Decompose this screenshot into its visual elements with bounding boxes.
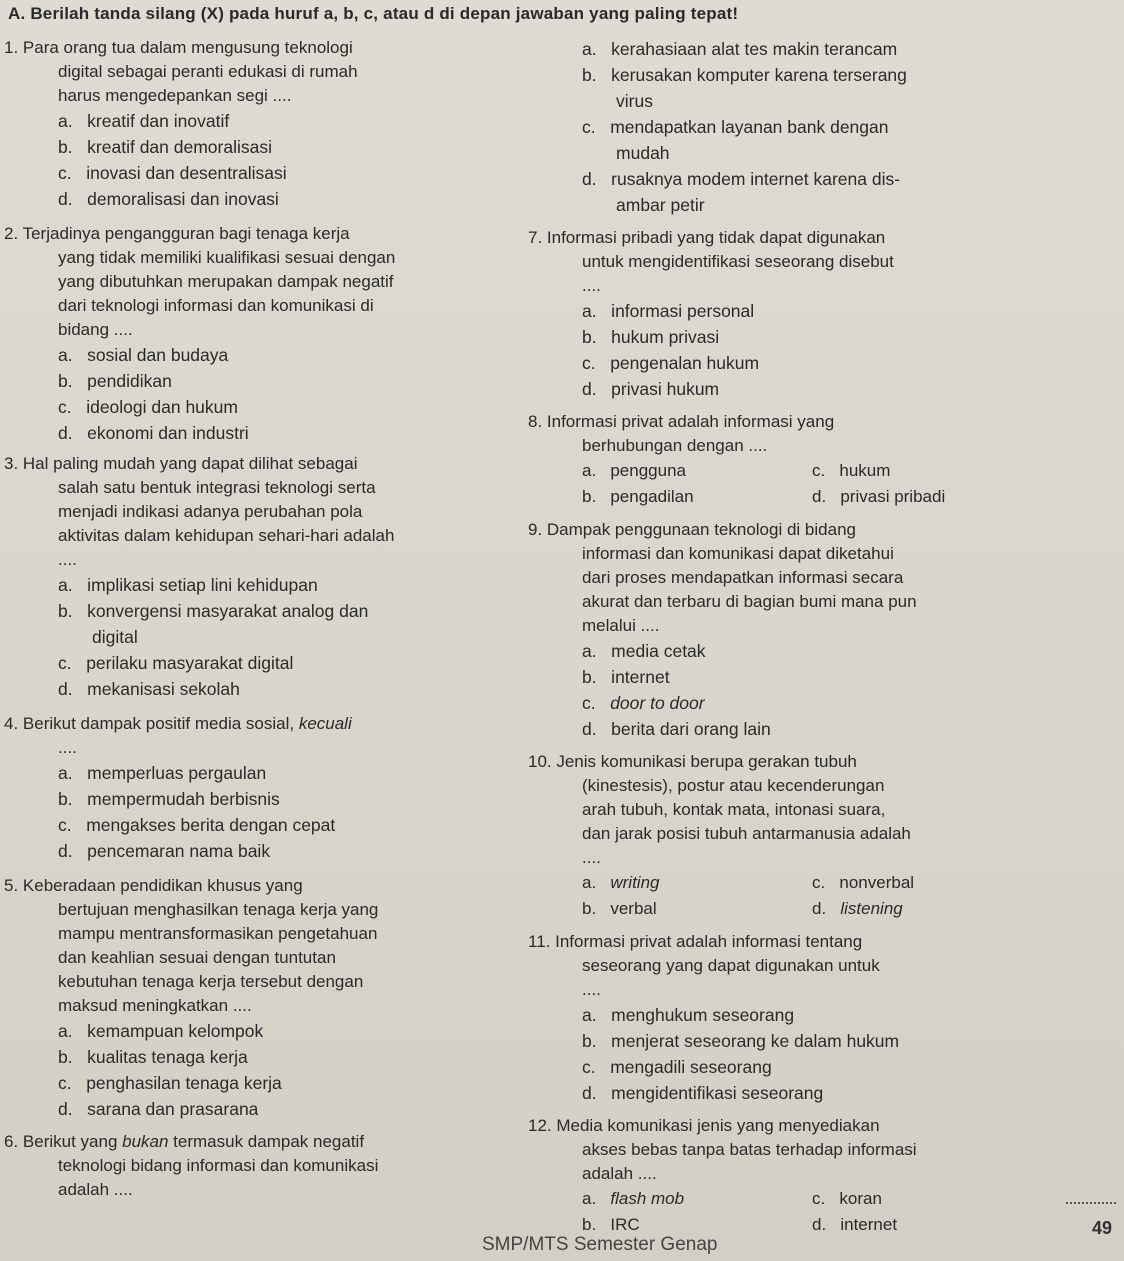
answer-option[interactable]: c. mengadili seseorang xyxy=(582,1057,772,1077)
answer-option[interactable]: d. listening xyxy=(812,899,903,918)
question-text: 10. Jenis komunikasi berupa gerakan tubuh xyxy=(528,752,857,771)
answer-option[interactable]: d. privasi hukum xyxy=(582,379,720,399)
answer-option-row xyxy=(528,484,1118,510)
answer-option-row xyxy=(528,896,1118,922)
answer-option[interactable]: a. kerahasiaan alat tes makin terancam xyxy=(582,39,898,59)
question-text-continued: .... xyxy=(582,276,601,295)
question-text-continued: aktivitas dalam kehidupan sehari-hari adalah xyxy=(58,526,395,545)
question-text-continued: digital sebagai peranti edukasi di rumah xyxy=(58,62,358,81)
answer-option[interactable]: a. pengguna xyxy=(582,461,686,480)
question-text-continued: arah tubuh, kontak mata, intonasi suara, xyxy=(582,800,886,819)
question-text: 8. Informasi privat adalah informasi yang xyxy=(528,412,835,431)
answer-option[interactable]: a. kemampuan kelompok xyxy=(58,1021,264,1041)
answer-option[interactable]: b. menjerat seseorang ke dalam hukum xyxy=(582,1031,900,1051)
right-column xyxy=(528,36,1118,1238)
question-text-continued: dan jarak posisi tubuh antarmanusia adalah xyxy=(582,824,911,843)
question-block xyxy=(528,930,1118,1106)
question-text-continued: dan keahlian sesuai dengan tuntutan xyxy=(58,948,336,967)
answer-option[interactable]: a. implikasi setiap lini kehidupan xyxy=(58,575,318,595)
question-text-continued: berhubungan dengan .... xyxy=(582,436,768,455)
question-block xyxy=(4,874,528,1122)
question-text: 11. Informasi privat adalah informasi tentang xyxy=(528,932,863,951)
answer-option[interactable]: a. kreatif dan inovatif xyxy=(58,111,230,131)
answer-option[interactable]: c. perilaku masyarakat digital xyxy=(58,653,294,673)
question-text-continued: seseorang yang dapat digunakan untuk xyxy=(582,956,880,975)
question-text: 2. Terjadinya pengangguran bagi tenaga kerja xyxy=(4,224,350,243)
question-text: 4. Berikut dampak positif media sosial, kecuali xyxy=(4,714,352,733)
footer-text: SMP/MTS Semester Genap xyxy=(482,1234,718,1255)
question-text-continued: yang dibutuhkan merupakan dampak negatif xyxy=(58,272,394,291)
question-text: 6. Berikut yang bukan termasuk dampak negatif xyxy=(4,1132,365,1151)
question-text-continued: kebutuhan tenaga kerja tersebut dengan xyxy=(58,972,364,991)
page-number: 49 xyxy=(1092,1218,1113,1238)
answer-option[interactable]: a. flash mob xyxy=(582,1189,685,1208)
question-text-continued: bidang .... xyxy=(58,320,133,339)
answer-option[interactable]: b. mempermudah berbisnis xyxy=(58,789,280,809)
answer-option[interactable]: a. writing xyxy=(582,873,660,892)
answer-option[interactable]: c. door to door xyxy=(582,693,705,713)
question-text-continued: yang tidak memiliki kualifikasi sesuai dengan xyxy=(58,248,396,267)
answer-option[interactable]: d. internet xyxy=(812,1215,898,1234)
question-text-continued: harus mengedepankan segi .... xyxy=(58,86,292,105)
question-text-continued: informasi dan komunikasi dapat diketahui xyxy=(582,544,894,563)
question-block xyxy=(4,712,528,864)
question-text-continued: dari teknologi informasi dan komunikasi di xyxy=(58,296,374,315)
answer-option[interactable]: b. kerusakan komputer karena terserang xyxy=(582,65,907,85)
question-block xyxy=(528,36,1118,218)
answer-option[interactable]: c. koran xyxy=(812,1189,882,1208)
answer-option-row xyxy=(528,1186,1118,1212)
question-text-continued: menjadi indikasi adanya perubahan pola xyxy=(58,502,363,521)
question-block xyxy=(528,750,1118,922)
question-text-continued: maksud meningkatkan .... xyxy=(58,996,252,1015)
answer-option[interactable]: c. ideologi dan hukum xyxy=(58,397,238,417)
answer-option[interactable]: c. pengenalan hukum xyxy=(582,353,760,373)
answer-option[interactable]: a. informasi personal xyxy=(582,301,755,321)
question-text-continued: teknologi bidang informasi dan komunikasi xyxy=(58,1156,379,1175)
question-block xyxy=(528,410,1118,510)
question-block xyxy=(4,36,528,212)
question-text-continued: melalui .... xyxy=(582,616,660,635)
question-block xyxy=(4,1130,528,1202)
answer-option[interactable]: a. media cetak xyxy=(582,641,706,661)
answer-option[interactable]: d. demoralisasi dan inovasi xyxy=(58,189,279,209)
answer-option[interactable]: b. kualitas tenaga kerja xyxy=(58,1047,248,1067)
answer-option[interactable]: b. pengadilan xyxy=(582,487,694,506)
question-text-continued: .... xyxy=(582,848,601,867)
page-number-divider xyxy=(1066,1202,1116,1204)
question-text-continued: .... xyxy=(58,550,77,569)
answer-option[interactable]: c. mendapatkan layanan bank dengan xyxy=(582,117,889,137)
answer-option[interactable]: b. konvergensi masyarakat analog dan xyxy=(58,601,369,621)
answer-option[interactable]: c. hukum xyxy=(812,461,891,480)
question-text-continued: dari proses mendapatkan informasi secara xyxy=(582,568,904,587)
question-text: 5. Keberadaan pendidikan khusus yang xyxy=(4,876,303,895)
answer-option[interactable]: digital xyxy=(58,627,138,647)
answer-option[interactable]: d. privasi pribadi xyxy=(812,487,946,506)
question-text: 1. Para orang tua dalam mengusung teknologi xyxy=(4,38,353,57)
answer-option[interactable]: d. pencemaran nama baik xyxy=(58,841,271,861)
question-block xyxy=(528,518,1118,742)
answer-option[interactable]: d. mekanisasi sekolah xyxy=(58,679,240,699)
question-text-continued: akses bebas tanpa batas terhadap informasi xyxy=(582,1140,917,1159)
left-column xyxy=(4,36,528,1202)
answer-option[interactable]: d. mengidentifikasi seseorang xyxy=(582,1083,824,1103)
section-instruction: A. Berilah tanda silang (X) pada huruf a, b, c, atau d di depan jawaban yang paling tepat! xyxy=(8,4,739,23)
question-block xyxy=(528,226,1118,402)
question-text: 12. Media komunikasi jenis yang menyediakan xyxy=(528,1116,880,1135)
question-text-continued: adalah .... xyxy=(58,1180,133,1199)
answer-option[interactable]: ambar petir xyxy=(582,195,705,215)
question-text-continued: (kinestesis), postur atau kecenderungan xyxy=(582,776,885,795)
answer-option[interactable]: b. pendidikan xyxy=(58,371,172,391)
question-text-continued: untuk mengidentifikasi seseorang disebut xyxy=(582,252,894,271)
answer-option[interactable]: b. IRC xyxy=(582,1215,640,1234)
answer-option[interactable]: b. verbal xyxy=(582,899,657,918)
answer-option[interactable]: a. memperluas pergaulan xyxy=(58,763,267,783)
answer-option[interactable]: c. mengakses berita dengan cepat xyxy=(58,815,336,835)
question-text-continued: salah satu bentuk integrasi teknologi serta xyxy=(58,478,376,497)
answer-option[interactable]: b. hukum privasi xyxy=(582,327,720,347)
question-block xyxy=(528,1114,1118,1238)
answer-option[interactable]: d. ekonomi dan industri xyxy=(58,423,249,443)
answer-option-row xyxy=(528,870,1118,896)
answer-option[interactable]: a. menghukum seseorang xyxy=(582,1005,795,1025)
question-text: 3. Hal paling mudah yang dapat dilihat sebagai xyxy=(4,454,358,473)
answer-option[interactable]: b. kreatif dan demoralisasi xyxy=(58,137,272,157)
question-text-continued: .... xyxy=(582,980,601,999)
question-block xyxy=(4,222,528,446)
question-text-continued: bertujuan menghasilkan tenaga kerja yang xyxy=(58,900,379,919)
question-text-continued: .... xyxy=(58,738,77,757)
answer-option[interactable]: d. sarana dan prasarana xyxy=(58,1099,259,1119)
question-block xyxy=(4,452,528,702)
answer-option[interactable]: c. inovasi dan desentralisasi xyxy=(58,163,287,183)
answer-option[interactable]: d. rusaknya modem internet karena dis- xyxy=(582,169,901,189)
answer-option[interactable]: c. penghasilan tenaga kerja xyxy=(58,1073,282,1093)
question-text-continued: mampu mentransformasikan pengetahuan xyxy=(58,924,378,943)
answer-option-row xyxy=(528,458,1118,484)
question-text: 7. Informasi pribadi yang tidak dapat digunakan xyxy=(528,228,886,247)
answer-option[interactable]: b. internet xyxy=(582,667,670,687)
answer-option[interactable]: a. sosial dan budaya xyxy=(58,345,229,365)
question-text: 9. Dampak penggunaan teknologi di bidang xyxy=(528,520,856,539)
answer-option[interactable]: virus xyxy=(582,91,653,111)
answer-option[interactable]: mudah xyxy=(582,143,670,163)
answer-option[interactable]: c. nonverbal xyxy=(812,873,915,892)
question-text-continued: akurat dan terbaru di bagian bumi mana pun xyxy=(582,592,917,611)
answer-option[interactable]: d. berita dari orang lain xyxy=(582,719,771,739)
question-text-continued: adalah .... xyxy=(582,1164,657,1183)
